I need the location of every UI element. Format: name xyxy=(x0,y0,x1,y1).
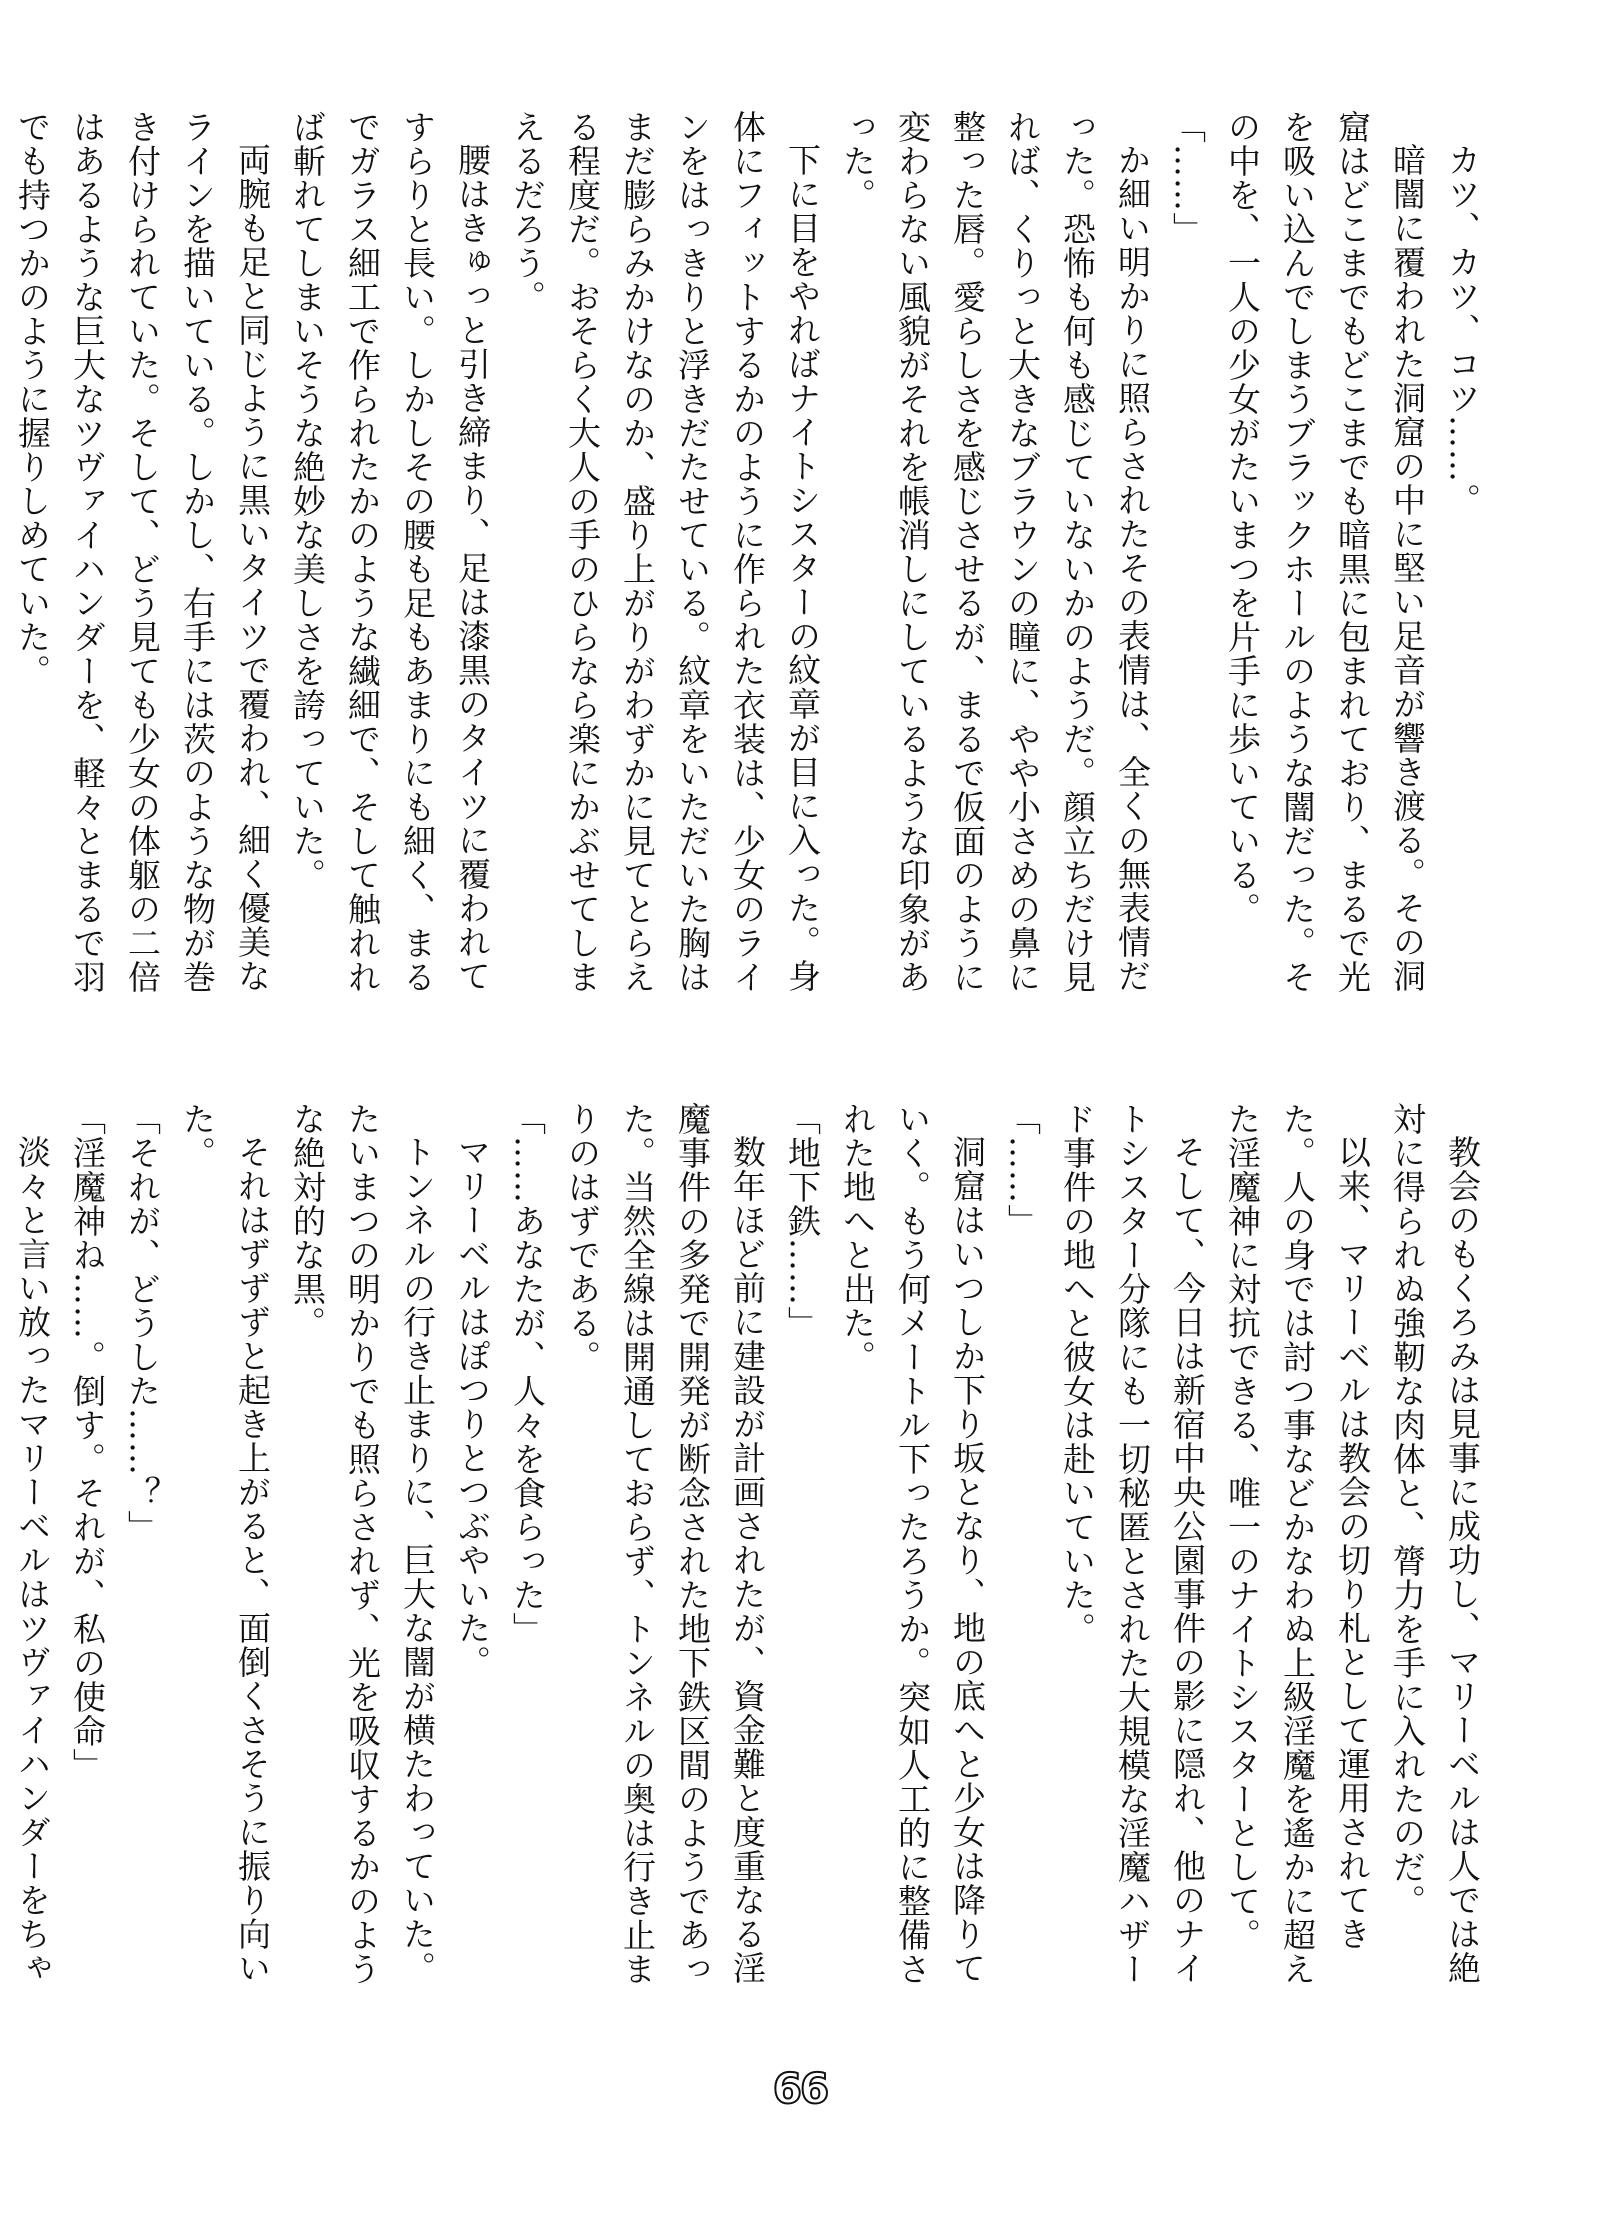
paragraph: それはずずずと起き上がると、面倒くさそうに振り向いた。 xyxy=(178,1102,272,1985)
paragraph: か細い明かりに照らされたその表情は、全くの無表情だった。恐怖も何も感じていないかのようだ。顔立ちだけ見れば、くりっと大きなブラウンの瞳に、やや小さめの鼻に整った唇。愛らしさを感じさせるが、まるで仮面のように変わらない風貌がそれを帳消しにしているような印象があった。 xyxy=(838,110,1152,994)
paragraph: カツ、カツ、コツ……。 xyxy=(1443,143,1482,517)
dialogue-line: 「淫魔神ね……。倒す。それが、私の使命」 xyxy=(68,1102,107,1782)
paragraph: 腰はきゅっと引き締まり、足は漆黒のタイツに覆われてすらりと長い。しかしその腰も足もあまりにも細く、まるでガラス細工で作られたかのような繊細で、そして触れれば斬れてしまいそうな絶妙な美しさを誇っていた。 xyxy=(288,110,492,994)
paragraph: マリーベルはぽつりとつぶやいた。 xyxy=(453,1135,492,1679)
paragraph: 暗闇に覆われた洞窟の中に堅い足音が響き渡る。その洞窟はどこまでもどこまでも暗黒に包まれており、まるで光を吸い込んでしまうブラックホールのような闇だった。その中を、一人の少女がたいまつを片手に歩いている。 xyxy=(1223,110,1427,994)
paragraph: 以来、マリーベルは教会の切り札として運用されてきた。人の身では討つ事などかなわぬ上級淫魔を遙かに超えた淫魔神に対抗できる、唯一のナイトシスターとして。 xyxy=(1223,1102,1372,1986)
dialogue-line: 「……あなたが、人々を食らった」 xyxy=(508,1102,547,1646)
paragraph: 数年ほど前に建設が計画されたが、資金難と度重なる淫魔事件の多発で開発が断念された地下鉄区間のようであった。当然全線は開通しておらず、トンネルの奥は行き止まりのはずである。 xyxy=(563,1102,767,1986)
paragraph: 両腕も足と同じように黒いタイツで覆われ、細く優美なラインを描いている。しかし、右手には茨のような物が巻き付けられていた。そして、どう見ても少女の体躯の二倍はあるような巨大なツヴァイハンダーを、軽々とまるで羽でも持つかのように握りしめていた。 xyxy=(13,110,272,994)
paragraph: トンネルの行き止まりに、巨大な闇が横たわっていた。たいまつの明かりでも照らされず、光を吸収するかのような絶対的な黒。 xyxy=(288,1102,437,1986)
page-number: 66 xyxy=(772,2063,828,2113)
paragraph: 教会のもくろみは見事に成功し、マリーベルは人では絶対に得られぬ強靭な肉体と、膂力を手に入れたのだ。 xyxy=(1388,1102,1482,1985)
paragraph: 淡々と言い放ったマリーベルはツヴァイハンダーをちゃ xyxy=(13,1135,52,1985)
dialogue-line: 「それが、どうした……？」 xyxy=(123,1102,162,1544)
dialogue-line: 「地下鉄……」 xyxy=(783,1102,822,1340)
paragraph xyxy=(0,110,5,1015)
paragraph: そして、今日は新宿中央公園事件の影に隠れ、他のナイトシスター分隊にも一切秘匿とされた大規模な淫魔ハザード事件の地へと彼女は赴いていた。 xyxy=(1058,1102,1207,1986)
bottom-text-tier xyxy=(13,1102,1490,2007)
top-text-tier xyxy=(13,110,1490,1015)
dialogue-line: 「……」 xyxy=(1168,110,1207,246)
paragraph: 洞窟はいつしか下り坂となり、地の底へと少女は降りていく。もう何メートル下ったろうか。突如人工的に整備された地へと出た。 xyxy=(838,1102,987,1986)
paragraph: 下に目をやればナイトシスターの紋章が目に入った。身体にフィットするかのように作られた衣装は、少女のラインをはっきりと浮きだたせている。紋章をいただいた胸はまだ膨らみかけなのか、盛り上がりがわずかに見てとらえる程度だ。おそらく大人の手のひらなら楽にかぶせてしまえるだろう。 xyxy=(508,110,822,994)
dialogue-line: 「……」 xyxy=(1003,1102,1042,1238)
